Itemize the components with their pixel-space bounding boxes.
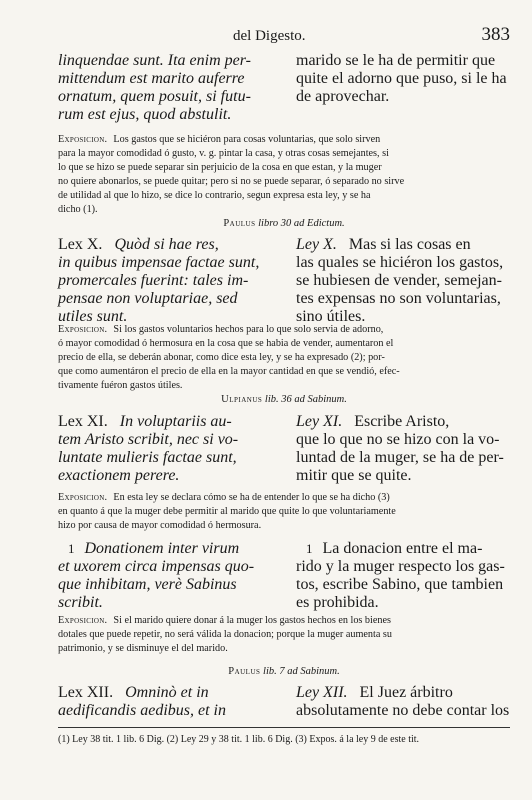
spanish-line: Ley XII. El Juez árbitro bbox=[296, 684, 453, 701]
continuation-section bbox=[58, 52, 510, 124]
latin-line: utiles sunt. bbox=[58, 308, 128, 325]
latin-line: que inhibitam, verè Sabinus bbox=[58, 576, 237, 593]
attribution-author: Ulpianus bbox=[221, 394, 263, 405]
exposition-line: patrimonio, y se disminuye el del marido. bbox=[58, 643, 228, 654]
law-label: Ley XII. bbox=[296, 684, 348, 701]
exposition-line: de utilidad al que lo hizo, se dice lo contrario, segun expresa esta ley, y se ha bbox=[58, 190, 371, 201]
latin-line: 1 Donationem inter virum bbox=[68, 540, 240, 557]
exposition-line: en quanto á que la muger debe permitir al marido que quite lo que voluntariamente bbox=[58, 506, 396, 517]
exposition-label: Exposicion. bbox=[58, 615, 108, 626]
attribution-author: Paulus bbox=[228, 666, 261, 677]
spanish-line: tes expensas no son voluntarias, bbox=[296, 290, 501, 307]
latin-line: tem Aristo scribit, nec si vo- bbox=[58, 431, 239, 448]
spanish-line: de aprovechar. bbox=[296, 88, 390, 105]
latin-column bbox=[58, 413, 271, 485]
spanish-line: marido se le ha de permitir que bbox=[296, 52, 496, 69]
exposition-line: no quiere abonarlos, se puede quitar; pero si no se puede separar, ó separado no sirve bbox=[58, 176, 405, 187]
attribution-paulus-30 bbox=[58, 218, 510, 229]
latin-column bbox=[58, 236, 271, 326]
exposition-line: tivamente fuéron gastos útiles. bbox=[58, 380, 183, 391]
spanish-line: luntad de la muger, se ha de per- bbox=[296, 449, 504, 466]
latin-column bbox=[58, 52, 271, 124]
law-label: Lex XI. bbox=[58, 413, 108, 430]
latin-line: scribit. bbox=[58, 594, 103, 611]
spanish-column bbox=[296, 413, 510, 485]
exposition-line: hizo por causa de mayor comodidad ó hermosura. bbox=[58, 520, 262, 531]
attribution-ulpianus-36 bbox=[58, 394, 510, 405]
spanish-line: tos, escribe Sabino, que tambien bbox=[296, 576, 504, 593]
latin-line: rum est ejus, quod abstulit. bbox=[58, 106, 232, 123]
spanish-line: absolutamente no debe contar los bbox=[296, 702, 510, 719]
paragraph-number: 1 bbox=[68, 541, 75, 556]
exposition-1 bbox=[58, 133, 510, 217]
spanish-line: rido y la muger respecto los gas- bbox=[296, 558, 505, 575]
spanish-line: quite el adorno que puso, si le ha bbox=[296, 70, 507, 87]
exposition-2 bbox=[58, 323, 510, 393]
exposition-line: Exposicion. En esta ley se declara cómo se ha de entender lo que se ha dicho (3) bbox=[58, 492, 390, 503]
spanish-line: se hubiesen de vender, semejan- bbox=[296, 272, 502, 289]
latin-line: ornatum, quem posuit, si futu- bbox=[58, 88, 251, 105]
spanish-line: sino útiles. bbox=[296, 308, 366, 325]
exposition-line: Exposicion. Los gastos que se hiciéron para cosas voluntarias, que solo sirven bbox=[58, 134, 381, 145]
spanish-line: las quales se hiciéron los gastos, bbox=[296, 254, 504, 271]
exposition-line: Exposicion. Si los gastos voluntarios hechos para lo que solo servia de adorno, bbox=[58, 324, 384, 335]
law-label: Ley X. bbox=[296, 236, 337, 253]
paragraph-1-section bbox=[58, 540, 510, 612]
exposition-line: ó mayor comodidad ó hermosura en la cosa que se habia de vender, aumentaron el bbox=[58, 338, 394, 349]
paragraph-number: 1 bbox=[306, 541, 313, 556]
page-number: 383 bbox=[481, 24, 510, 45]
spanish-column bbox=[296, 540, 510, 612]
latin-line: Lex X. Quòd si hae res, bbox=[58, 236, 219, 253]
lex-10-section bbox=[58, 236, 510, 326]
exposition-line: Exposicion. Si el marido quiere donar á la muger los gastos hechos en los bienes bbox=[58, 615, 391, 626]
exposition-label: Exposicion. bbox=[58, 134, 108, 145]
latin-line: Lex XII. Omninò et in bbox=[58, 684, 209, 701]
attribution-author: Paulus bbox=[223, 218, 256, 229]
spanish-line: que lo que no se hizo con la vo- bbox=[296, 431, 500, 448]
exposition-4 bbox=[58, 614, 510, 656]
exposition-label: Exposicion. bbox=[58, 492, 108, 503]
footnote-rule bbox=[58, 727, 510, 728]
latin-line: exactionem perere. bbox=[58, 467, 180, 484]
exposition-line: que como aumentáron el precio de ella en la mayor cantidad en que se vendió, efec- bbox=[58, 366, 400, 377]
spanish-line: Ley X. Mas si las cosas en bbox=[296, 236, 471, 253]
latin-line: linquendae sunt. Ita enim per- bbox=[58, 52, 251, 69]
latin-line: aedificandis aedibus, et in bbox=[58, 702, 226, 719]
running-head: del Digesto. bbox=[233, 28, 306, 44]
attribution-ref: lib. 7 ad Sabinum. bbox=[263, 666, 340, 677]
spanish-column bbox=[296, 236, 510, 326]
latin-line: et uxorem circa impensas quo- bbox=[58, 558, 255, 575]
law-label: Ley XI. bbox=[296, 413, 343, 430]
spanish-column bbox=[296, 684, 510, 720]
latin-line: mittendum est marito auferre bbox=[58, 70, 245, 87]
exposition-line: lo que se hizo se puede separar sin perjuicio de la cosa en que estan, y la muger bbox=[58, 162, 382, 173]
attribution-paulus-7 bbox=[58, 666, 510, 677]
lex-11-section bbox=[58, 413, 510, 485]
latin-column bbox=[58, 540, 271, 612]
attribution-ref: lib. 36 ad Sabinum. bbox=[264, 394, 347, 405]
latin-line: promercales fuerint: tales im- bbox=[58, 272, 249, 289]
exposition-line: dotales que puede repetir, no será válida la donacion; porque la muger aumenta su bbox=[58, 629, 392, 640]
exposition-3 bbox=[58, 491, 510, 533]
latin-line: Lex XI. In voluptariis au- bbox=[58, 413, 232, 430]
spanish-line: mitir que se quite. bbox=[296, 467, 412, 484]
exposition-line: dicho (1). bbox=[58, 204, 98, 215]
spanish-line: Ley XI. Escribe Aristo, bbox=[296, 413, 450, 430]
lex-12-section bbox=[58, 684, 510, 720]
latin-column bbox=[58, 684, 271, 720]
law-label: Lex XII. bbox=[58, 684, 114, 701]
page-header bbox=[58, 24, 510, 48]
spanish-column bbox=[296, 52, 510, 124]
spanish-line: es prohibida. bbox=[296, 594, 379, 611]
latin-line: pensae non voluptariae, sed bbox=[58, 290, 238, 307]
latin-line: in quibus impensae factae sunt, bbox=[58, 254, 260, 271]
attribution-ref: libro 30 ad Edictum. bbox=[258, 218, 345, 229]
latin-line: luntate mulieris factae sunt, bbox=[58, 449, 237, 466]
exposition-line: para la mayor comodidad ó gusto, v. g. pintar la casa, y otras cosas semejantes, si bbox=[58, 148, 389, 159]
footnotes: (1) Ley 38 tit. 1 lib. 6 Dig. (2) Ley 29 y 38 tit. 1 lib. 6 Dig. (3) Expos. á la ley 9 de este tit. bbox=[58, 734, 420, 745]
exposition-line: precio de ella, se deberán abonar, como dice esta ley, y se ha expresado (2); por- bbox=[58, 352, 385, 363]
exposition-label: Exposicion. bbox=[58, 324, 108, 335]
law-label: Lex X. bbox=[58, 236, 103, 253]
spanish-line: 1 La donacion entre el ma- bbox=[306, 540, 483, 557]
